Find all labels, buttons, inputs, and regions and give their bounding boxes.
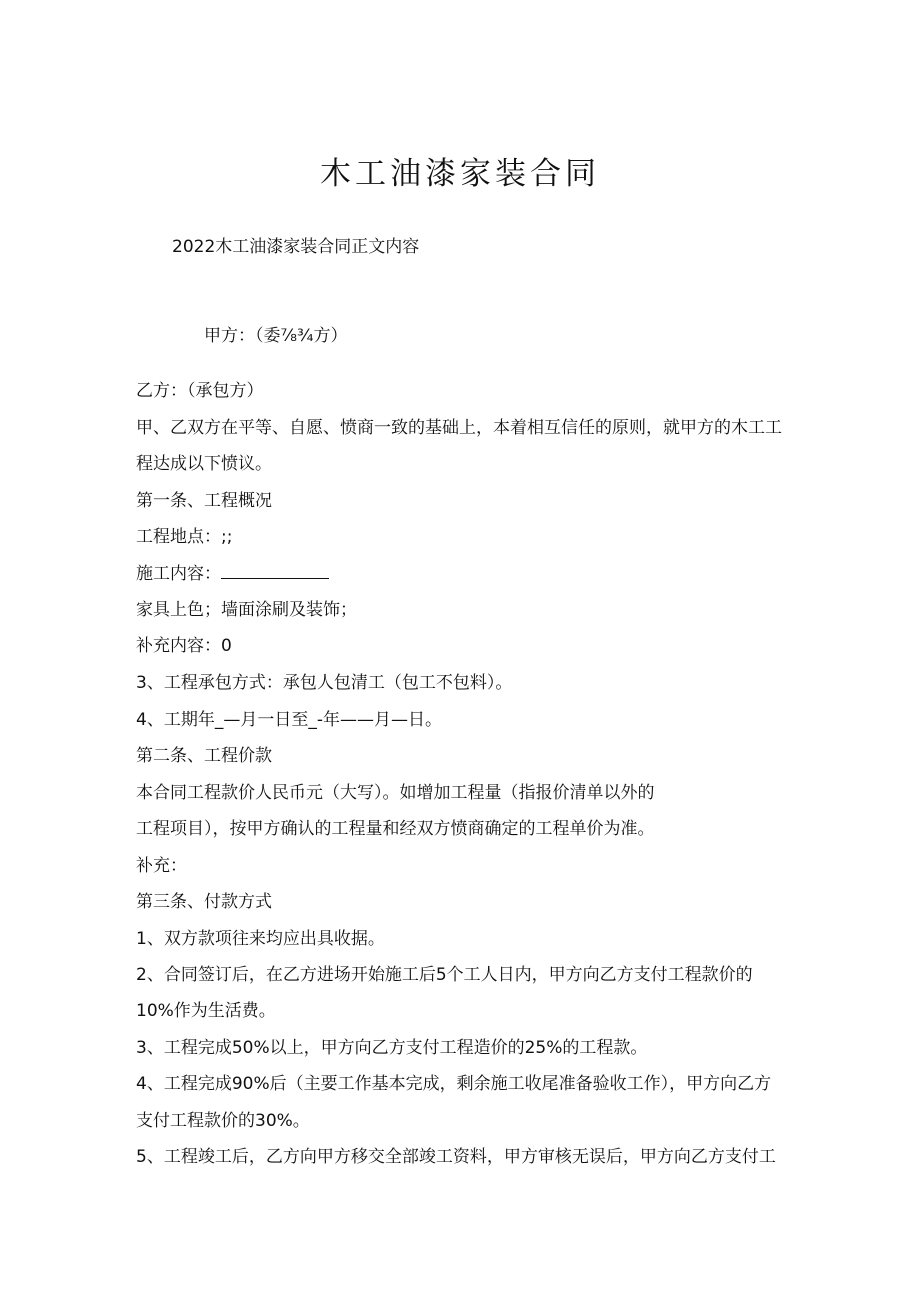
price-paragraph-line-2: 工程项目），按甲方确认的工程量和经双方愤商确定的工程单价为准。 bbox=[136, 819, 655, 839]
construction-content-label: 施工内容： bbox=[136, 564, 221, 584]
payment-item-4-line-1: 4、工程完成90%后（主要工作基本完成，剩余施工收尾准备验收工作），甲方向乙方 bbox=[136, 1074, 772, 1094]
intro-paragraph-line-2: 程达成以下愤议。 bbox=[136, 454, 272, 474]
blank-underline bbox=[221, 564, 329, 579]
payment-item-3: 3、工程完成50%以上，甲方向乙方支付工程造价的25%的工程款。 bbox=[136, 1038, 648, 1058]
supplement-content-line: 补充内容：0 bbox=[136, 636, 232, 656]
payment-item-5-line-1: 5、工程竣工后，乙方向甲方移交全部竣工资料，甲方审核无误后，甲方向乙方支付工 bbox=[136, 1147, 776, 1167]
document-title: 木工油漆家装合同 bbox=[320, 156, 600, 192]
article-1-heading: 第一条、工程概况 bbox=[136, 491, 272, 511]
contract-method-line: 3、工程承包方式：承包人包清工（包工不包料）。 bbox=[136, 673, 513, 693]
price-paragraph-line-1: 本合同工程款价人民币元（大写）。如增加工程量（指报价清单以外的 bbox=[136, 783, 655, 803]
intro-paragraph-line-1: 甲、乙双方在平等、自愿、愤商一致的基础上，本着相互信任的原则，就甲方的木工工 bbox=[136, 418, 782, 438]
site-location-line: 工程地点：;; bbox=[136, 527, 233, 547]
payment-item-2-line-1: 2、合同签订后，在乙方进场开始施工后5个工人日内，甲方向乙方支付工程款价的 bbox=[136, 965, 753, 985]
article-2-heading: 第二条、工程价款 bbox=[136, 746, 272, 766]
construction-content-detail: 家具上色；墙面涂刷及装饰； bbox=[136, 600, 357, 620]
payment-item-4-line-2: 支付工程款价的30%。 bbox=[136, 1111, 310, 1131]
article-3-heading: 第三条、付款方式 bbox=[136, 892, 272, 912]
construction-content-line bbox=[136, 559, 329, 584]
party-b-line: 乙方：（承包方） bbox=[136, 381, 264, 401]
document-subtitle: 2022木工油漆家装合同正文内容 bbox=[172, 237, 420, 257]
construction-period-line: 4、工期年_—月一日至_-年——月—日。 bbox=[136, 710, 442, 730]
party-a-line: 甲方：（委⅞¾方） bbox=[204, 326, 348, 346]
payment-item-1: 1、双方款项往来均应出具收据。 bbox=[136, 929, 385, 949]
payment-item-2-line-2: 10%作为生活费。 bbox=[136, 1001, 276, 1021]
supplement-line: 补充： bbox=[136, 856, 187, 876]
